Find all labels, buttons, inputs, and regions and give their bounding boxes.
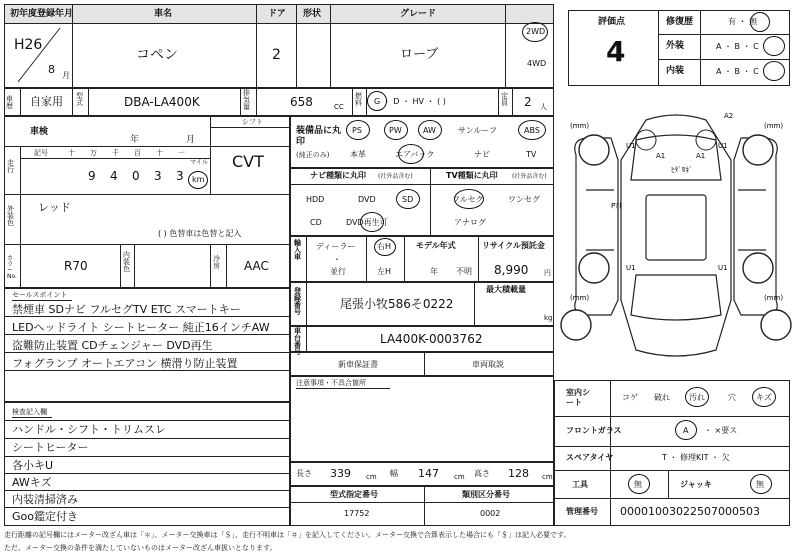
interior-label: 内装 xyxy=(666,66,685,76)
model-year-label: モデル年式 xyxy=(416,241,456,250)
vehicle-manual: 車両取説 xyxy=(472,360,504,369)
equip-tv: TV xyxy=(526,150,537,159)
diagram-pillar: Pｱﾄ xyxy=(611,202,623,210)
height-label: 高さ xyxy=(474,469,490,478)
inspection-label: 車検 xyxy=(30,127,49,137)
doors-value: 2 xyxy=(272,47,281,63)
chassis-label: 車台番号 xyxy=(294,327,301,356)
car-name: コペン xyxy=(136,47,178,63)
capacity-label: 定員 xyxy=(501,92,508,107)
diagram-u1-d: U1 xyxy=(718,264,728,272)
chassis-value: LA400K-0003762 xyxy=(380,332,483,346)
type-no-value: 17752 xyxy=(344,509,370,518)
width-label: 幅 xyxy=(390,469,398,478)
capacity-value: 2 xyxy=(524,95,532,109)
sales-line-2: LEDヘッドライト シートヒーター 純正16インチAW xyxy=(12,321,270,334)
tv-fullseg: フルセグ xyxy=(452,195,484,204)
mileage-digit-0: 9 xyxy=(88,169,96,183)
diagram-u1-c: U1 xyxy=(626,264,636,272)
inspection-year-unit: 年 xyxy=(130,135,140,145)
inspector-line-3: 各小キU xyxy=(12,459,54,472)
import-dealer: ディーラー xyxy=(316,242,356,251)
class-no-value: 0002 xyxy=(480,509,501,518)
first-reg-year: H26 xyxy=(14,37,43,53)
sheet-koge: コゲ xyxy=(622,393,638,402)
inspector-line-1: ハンドル・シフト・トリムスレ xyxy=(12,423,166,436)
first-reg-label: 初年度登録年月 xyxy=(10,9,74,19)
max-load-label: 最大積載量 xyxy=(486,285,526,294)
exterior-circle xyxy=(763,36,785,56)
sheet-kizu: キズ xyxy=(756,393,772,402)
interior-color-label: 内装色 xyxy=(123,251,130,273)
diagram-u1-a: U1 xyxy=(626,142,636,150)
equip-pw: PW xyxy=(389,126,402,135)
sheet-yabure: 破れ xyxy=(654,393,670,402)
length-value: 339 xyxy=(330,467,351,480)
diagram-u1-b: U1 xyxy=(718,142,728,150)
capacity-unit: 人 xyxy=(540,103,547,111)
mileage-h7: マイル xyxy=(190,159,208,166)
tv-label: TV種類に丸印 xyxy=(446,171,498,180)
max-load-unit: kg xyxy=(544,314,553,322)
height-unit: cm xyxy=(542,473,553,481)
mileage-h2: 万 xyxy=(90,149,97,157)
interior-options: A ・ B ・ C xyxy=(716,67,759,76)
import-right-h: 右H xyxy=(377,242,392,251)
diagram-a1-left: A1 xyxy=(656,152,666,160)
score-label: 評価点 xyxy=(598,17,626,27)
mileage-h1: 十 xyxy=(68,149,75,157)
diagram-mm-tl: (mm) xyxy=(570,122,590,130)
color-code-label: カラーNo. xyxy=(7,255,17,280)
name-label: 車名 xyxy=(154,9,173,19)
registration-value: 尾張小牧586そ0222 xyxy=(340,297,454,311)
exterior-label: 外装 xyxy=(666,41,685,51)
mileage-h4: 百 xyxy=(134,149,141,157)
mgmt-label: 管理番号 xyxy=(566,507,598,516)
import-left-h: 左H xyxy=(377,267,392,276)
equip-aw: AW xyxy=(423,126,436,135)
shift-label: シフト xyxy=(242,118,263,126)
width-value: 147 xyxy=(418,467,439,480)
disp-label: 排気量 xyxy=(243,89,250,111)
diagram-migi: ﾐｷﾞ xyxy=(682,166,693,174)
diagram-hidari: ﾋﾀﾞﾘ xyxy=(671,166,685,174)
color-label: 外装色 xyxy=(7,205,14,227)
drive-4wd: 4WD xyxy=(527,59,547,68)
disp-value: 658 xyxy=(290,95,313,109)
notes-label: 注意事項・不具合箇所 xyxy=(296,379,366,387)
navi-sub: (社外品含む) xyxy=(378,173,413,180)
dvd-play-circle xyxy=(360,212,384,232)
equip-sunroof: サンルーフ xyxy=(458,126,497,135)
jack-label: ジャッキ xyxy=(680,480,712,489)
inspector-line-6: Goo鑑定付き xyxy=(12,510,78,523)
shift-value: CVT xyxy=(232,152,264,171)
mileage-digit-2: 0 xyxy=(132,169,140,183)
repair-circle xyxy=(750,12,770,32)
mileage-digit-4: 3 xyxy=(176,169,184,183)
drive-2wd: 2WD xyxy=(526,27,546,36)
sheet-yogore: 汚れ xyxy=(689,393,705,402)
first-reg-month: 8 xyxy=(48,63,55,76)
month-unit: 月 xyxy=(62,71,70,80)
mileage-digit-3: 3 xyxy=(154,169,162,183)
inspector-label: 検査記入欄 xyxy=(12,408,47,416)
recycle-label: リサイクル預託金 xyxy=(482,241,545,250)
inspector-line-4: AWキズ xyxy=(12,476,52,489)
import-label: 輸入車 xyxy=(294,239,301,261)
length-unit: cm xyxy=(366,473,377,481)
equipment-sub: (純正のみ) xyxy=(296,151,330,159)
recycle-value: 8,990 xyxy=(494,263,529,277)
import-dot: ・ xyxy=(333,255,341,264)
shape-label: 形状 xyxy=(303,9,322,19)
windshield-value: A xyxy=(683,426,689,435)
length-label: 長さ xyxy=(296,469,312,478)
ac-value: AAC xyxy=(244,259,269,273)
ac-label: 冷房 xyxy=(213,255,220,270)
fuel-options: G ・ D ・ HV ・ ( ) xyxy=(374,97,446,106)
windshield-label: フロントガラス xyxy=(566,426,622,435)
score-value: 4 xyxy=(606,35,626,68)
navi-label: ナビ種類に丸印 xyxy=(310,171,366,180)
tools-label: 工具 xyxy=(572,480,588,489)
color-value: レッド xyxy=(38,201,71,214)
disp-unit: CC xyxy=(334,103,344,111)
usage-value: 自家用 xyxy=(30,95,63,108)
mileage-h3: 千 xyxy=(112,149,119,157)
fuel-label: 燃料 xyxy=(355,92,362,107)
windshield-options: ・ ×要ス xyxy=(704,426,738,435)
type-no-label: 型式指定番号 xyxy=(330,490,378,499)
tv-oneseg: ワンセグ xyxy=(508,195,540,204)
interior-sheet-label: 室内シート xyxy=(566,388,590,408)
equip-navi: ナビ xyxy=(474,150,490,159)
equip-leather: 本革 xyxy=(350,150,366,159)
mileage-h5: 十 xyxy=(156,149,163,157)
diagram-mm-tr: (mm) xyxy=(764,122,784,130)
interior-circle xyxy=(763,61,785,81)
exterior-options: A ・ B ・ C xyxy=(716,42,759,51)
tv-sub: (社外品含む) xyxy=(512,173,547,180)
inspector-line-5: 内装清掃済み xyxy=(12,493,78,506)
repair-label: 修復歴 xyxy=(666,17,694,27)
navi-sd: SD xyxy=(402,195,414,204)
sheet-ana: 穴 xyxy=(728,393,736,402)
repair-options: 有 ・ 無 xyxy=(728,17,758,26)
sales-line-4: フォグランプ オートエアコン 横滑り防止装置 xyxy=(12,357,238,370)
import-parallel: 並行 xyxy=(330,267,346,276)
model-year-unit: 年 xyxy=(430,267,438,276)
sales-line-1: 禁煙車 SDナビ フルセグTV ETC スマートキー xyxy=(12,303,241,316)
model-year-unknown: 不明 xyxy=(456,267,472,276)
spare-options: T ・ 修理KIT ・ 欠 xyxy=(662,453,730,462)
inspector-line-2: シートヒーター xyxy=(12,441,89,454)
mileage-unit: km xyxy=(192,175,205,184)
grade-label: グレード xyxy=(400,9,437,19)
equip-airbag: エアバック xyxy=(395,150,435,159)
diagram-a2: A2 xyxy=(724,112,734,120)
new-car-warranty: 新車保証書 xyxy=(338,360,378,369)
registration-label: 登録番号 xyxy=(294,287,301,316)
mgmt-value: 0000100302250700050​3 xyxy=(620,505,760,518)
mileage-label: 走行 xyxy=(7,159,14,174)
equip-ps: PS xyxy=(352,126,362,135)
inspection-month-unit: 月 xyxy=(186,135,196,145)
footer-line-1: 走行距離の記号欄にはメーター改ざん車は「＊」、メーター交換車は「＄」、走行不明車は「＃」を記入してください。メーター交換で合算表示した場合にも「＄」は記入必要です。 xyxy=(4,531,571,539)
diagram-mm-br: (mm) xyxy=(764,294,784,302)
width-unit: cm xyxy=(454,473,465,481)
diagram-a1-right: A1 xyxy=(696,152,706,160)
navi-dvd: DVD xyxy=(358,195,376,204)
diagram-mm-bl: (mm) xyxy=(570,294,590,302)
equipment-label: 装備品に丸印 xyxy=(296,126,342,147)
mileage-h6: 一 xyxy=(178,149,185,157)
sales-label: セールスポイント xyxy=(12,291,68,299)
navi-hdd: HDD xyxy=(306,195,325,204)
doors-label: ドア xyxy=(268,9,286,19)
tools-value: 無 xyxy=(634,480,642,489)
navi-cd: CD xyxy=(310,218,322,227)
model-value: DBA-LA400K xyxy=(124,95,200,109)
color-code-value: R70 xyxy=(64,259,88,273)
spare-label: スペアタイヤ xyxy=(566,453,614,462)
footer-line-2: ただ、メーター交換の条件を満たしていないものはメーター改ざん車扱いとなります。 xyxy=(4,544,277,552)
jack-value: 無 xyxy=(756,480,764,489)
car-damage-diagram xyxy=(556,100,796,380)
color-note: ( ) 色替車は色替と記入 xyxy=(158,229,242,238)
height-value: 128 xyxy=(508,467,529,480)
navi-dvd-play: DVD再生可 xyxy=(346,218,388,227)
usage-label: 車歴 xyxy=(6,95,13,110)
recycle-unit: 円 xyxy=(544,269,551,277)
mileage-digit-1: 4 xyxy=(110,169,118,183)
class-no-label: 類別区分番号 xyxy=(462,490,510,499)
model-label: 型式 xyxy=(76,92,83,107)
mileage-h0: 記号 xyxy=(34,149,48,157)
tv-analog: アナログ xyxy=(454,218,486,227)
equip-abs: ABS xyxy=(524,126,540,135)
sales-line-3: 盗難防止装置 CDチェンジャー DVD再生 xyxy=(12,339,213,352)
grade-value: ローブ xyxy=(400,47,439,62)
